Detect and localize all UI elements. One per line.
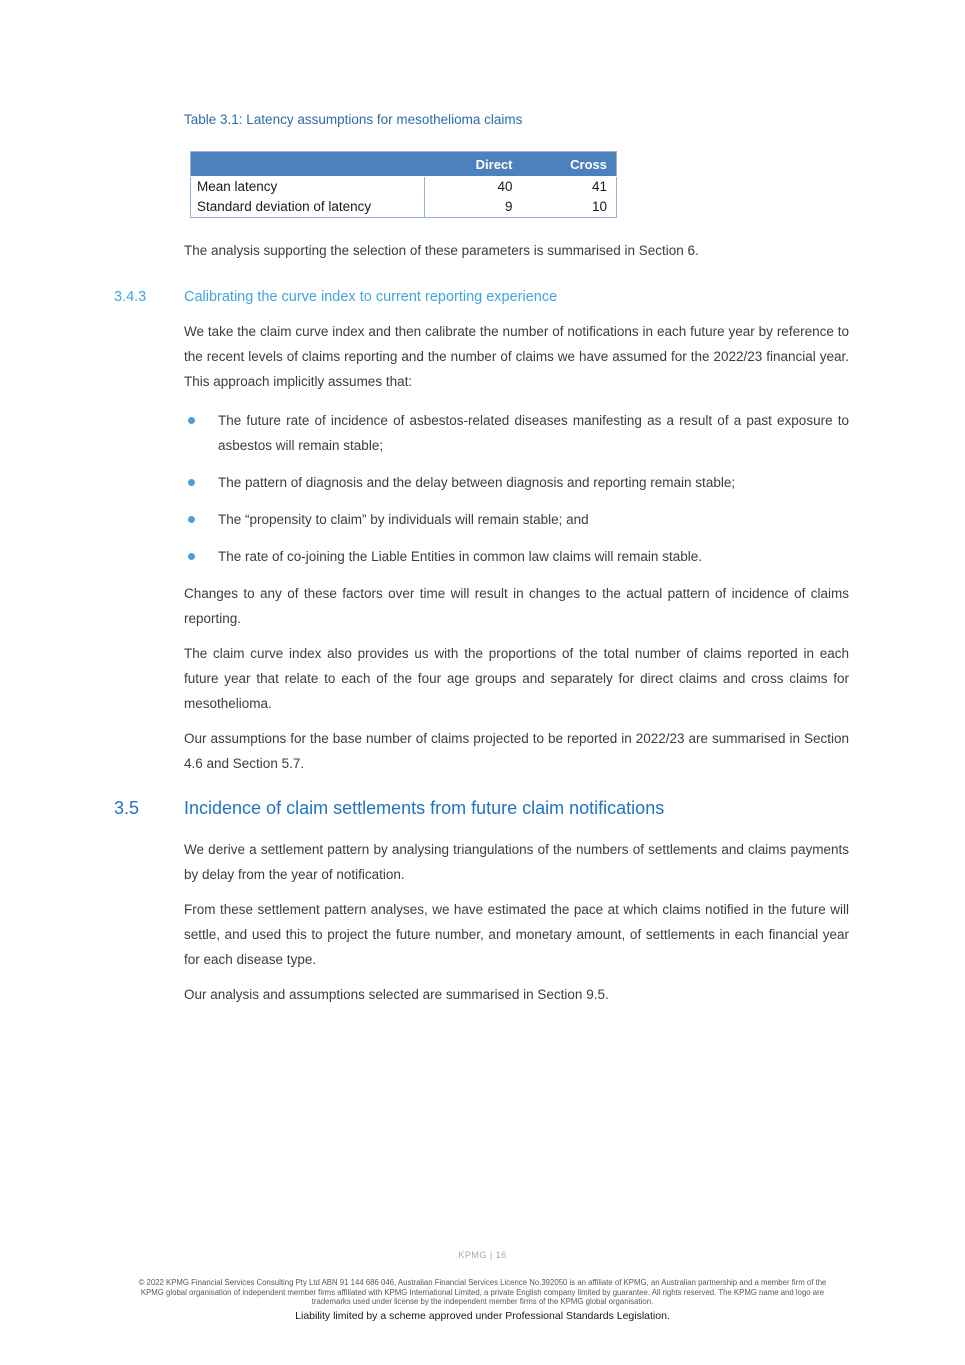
section-title: Incidence of claim settlements from future claim notifications [184, 798, 665, 818]
bullet-item: The rate of co-joining the Liable Entities in common law claims will remain stable. [184, 544, 849, 569]
paragraph-settlement-pattern: We derive a settlement pattern by analysing triangulations of the numbers of settlements and claims payments by delay from the year of notification. [184, 842, 849, 882]
assumption-bullet-list [184, 408, 849, 569]
paragraph-changes: Changes to any of these factors over time will result in changes to the actual pattern of incidence of claims reporting. [184, 586, 849, 626]
paragraph-analysis-section-95: Our analysis and assumptions selected are summarised in Section 9.5. [184, 987, 609, 1002]
page-footer [0, 1250, 965, 1322]
table-caption: Table 3.1: Latency assumptions for mesothelioma claims [184, 112, 523, 127]
paragraph-claim-curve-index: The claim curve index also provides us with the proportions of the total number of claims reported in each future year that relate to each of the four age groups and separately for direct claims and cross claims for mesothelioma. [184, 646, 849, 711]
table-header-cross: Cross [522, 152, 617, 177]
footer-liability-text: Liability limited by a scheme approved under Professional Standards Legislation. [295, 1309, 670, 1322]
std-dev-cross-value: 10 [591, 199, 607, 214]
paragraph-settlement-analyses: From these settlement pattern analyses, we have estimated the pace at which claims notified in the future will settle, and used this to project the future number, and monetary amount, of settlements in each financial year for each disease type. [184, 902, 849, 967]
footer-legal-text: © 2022 KPMG Financial Services Consulting Pty Ltd ABN 91 144 686 046, Australian Financial Services Licence No.392050 is an affiliate of KPMG, an Australian partnership and a member firm of the KPMG global organisation of independent member firms affiliated with KPMG International Limited, a private English company limited by guarantee. All rights reserved. The KPMG name and logo are trademarks used under license by the independent member firms of the KPMG global organisation. [138, 1278, 827, 1307]
table-header-row [191, 152, 617, 177]
table-header-direct: Direct [425, 152, 522, 177]
paragraph-analysis-summary: The analysis supporting the selection of these parameters is summarised in Section 6. [184, 243, 699, 258]
table-row [191, 197, 617, 218]
section-number: 3.5 [114, 798, 140, 818]
latency-table [190, 151, 617, 218]
bullet-item: The future rate of incidence of asbestos-related diseases manifesting as a result of a past exposure to asbestos will remain stable; [184, 408, 849, 458]
subsection-number: 3.4.3 [114, 289, 147, 305]
subsection-heading-3-4-3 [114, 289, 849, 305]
bullet-item: The pattern of diagnosis and the delay between diagnosis and reporting remain stable; [184, 470, 849, 495]
page-content [114, 112, 849, 1017]
paragraph-intro-343: We take the claim curve index and then calibrate the number of notifications in each future year by reference to the recent levels of claims reporting and the number of claims we have assumed for the 2022/23 financial year. This approach implicitly assumes that: [184, 324, 849, 389]
mean-latency-direct-value: 40 [497, 179, 513, 194]
section-heading-3-5 [114, 798, 849, 819]
row-label-std-dev: Standard deviation of latency [191, 197, 425, 218]
table-row [191, 177, 617, 198]
subsection-title: Calibrating the curve index to current reporting experience [184, 289, 558, 305]
mean-latency-cross-value: 41 [591, 179, 607, 194]
bullet-item: The “propensity to claim” by individuals will remain stable; and [184, 507, 849, 532]
page-number: KPMG | 16 [458, 1250, 507, 1260]
std-dev-direct-value: 9 [504, 199, 513, 214]
table-header-empty [191, 152, 425, 177]
paragraph-assumptions-base: Our assumptions for the base number of claims projected to be reported in 2022/23 are summarised in Section 4.6 and Section 5.7. [184, 731, 849, 771]
row-label-mean-latency: Mean latency [191, 177, 425, 198]
